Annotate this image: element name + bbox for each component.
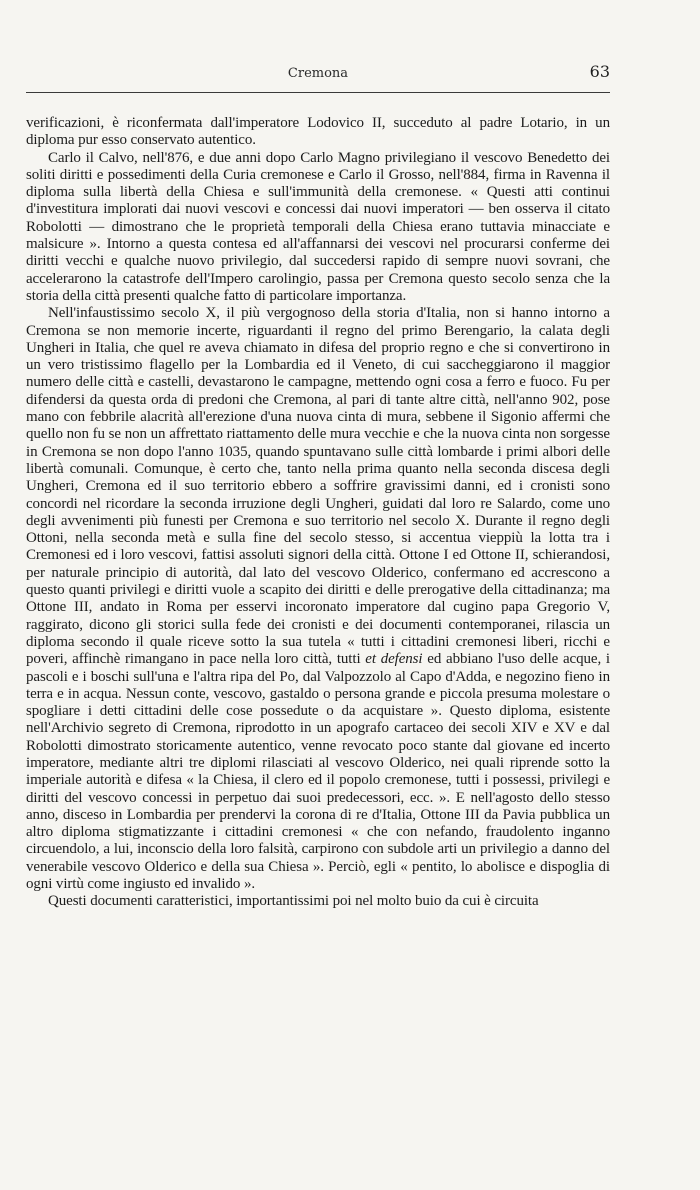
paragraph-secolo-x-part-1: Nell'infaustissimo secolo X, il più vergognoso della storia d'Italia, non si hanno intorno a Cremona se non memorie incerte, riguardanti il regno del primo Berengario, la calata degli Ungheri in Italia, che quel re aveva chiamato in difesa del proprio regno e che si convertirono in un vero tristissimo flagello per la Lombardia ed il Veneto, di cui saccheggiarono il maggior numero delle città e castelli, devastarono le campagne, mettendo ogni cosa a ferro e fuoco. Fu per difendersi da questa orda di predoni che Cremona, al pari di tante altre città, nell'anno 902, pose mano con febbrile alacrità all'erezione d'una nuova cinta di mura, sebbene il Sigonio affermi che quello non fu se non un affrettato riattamento delle mura vecchie e che la nuova cinta non sorgesse in Cremona se non dopo l'anno 1035, quando spuntavano sulle città lombarde i primi albori delle libertà comunali. Comunque, è certo che, tanto nella prima quanto nella seconda discesa degli Ungheri, Cremona ed il suo territorio ebbero a soffrire gravissimi danni, ed i cronisti sono concordi nel ricordare la seconda irruzione degli Ungheri, guidati dal loro re Salardo, come uno degli avvenimenti più funesti per Cremona e suo territorio nel secolo X. Durante il regno degli Ottoni, nella seconda metà e sulla fine del secolo stesso, si accentua vieppiù la lotta tra i Cremonesi ed i loro vescovi, fattisi assoluti signori della città. Ottone I ed Ottone II, schierandosi, per naturale principio di autorità, dal lato del vescovo Olderico, confermano ed accrescono a questo quanti privilegi e diritti vuole a scapito dei diritti e delle prerogative della cittadinanza; ma Ottone III, andato in Roma per esservi incoronato imperatore dal cugino papa Gregorio V, raggirato, dicono gli storici sulla fede dei cronisti e dei documenti contemporanei, rilascia un diploma secondo il quale riceve sotto la sua tutela « tutti i cittadini cremonesi liberi, ricchi e poveri, affinchè rimangano in pace nella loro città, tutti bbox=[26, 305, 610, 668]
paragraph-questi-documenti: Questi documenti caratteristici, importantissimi poi nel molto buio da cui è circuita bbox=[48, 893, 539, 910]
paragraph-carlo-il-calvo: Carlo il Calvo, nell'876, e due anni dopo Carlo Magno privilegiano il vescovo Benedetto dei soliti diritti e possedimenti della Curia cremonese e Carlo il Grosso, nell'884, firma in Ravenna il diploma sulla libertà della Chiesa e sull'immunità della cremonese. « Questi atti continui d'investitura implorati dai nuovi vescovi e concessi dai nuovi imperatori — ben osserva il citato Robolotti — dimostrano che le proprietà temporali della Chiesa erano tuttavia minacciate e malsicure ». Intorno a questa contesa ed all'affannarsi dei vescovi nel procurarsi conferme dei diritti vecchi e qualche nuovo privilegio, dal succedersi rapido di sempre nuovi sovrani, che accelerarono la catastrofe dell'Impero carolingio, passa per Cremona questo secolo senza che la storia della città presenti qualche fatto di particolare importanza. bbox=[26, 149, 610, 304]
paragraph-secolo-x bbox=[26, 305, 610, 893]
running-header bbox=[26, 62, 610, 88]
page-number: 63 bbox=[589, 62, 610, 81]
body-text bbox=[26, 115, 610, 911]
paragraph-continuation: verificazioni, è riconfermata dall'imperatore Lodovico II, succeduto al padre Lotario, in un diploma pur esso conservato autentico. bbox=[26, 115, 610, 149]
paragraph-secolo-x-part-2: ed abbiano l'uso delle acque, i pascoli e i boschi sull'una e l'altra ripa del Po, dal Valpozzolo al Capo d'Adda, e negozino fieno in terra e in acqua. Nessun conte, vescovo, gastaldo o persona grande e piccola presuma molestare o spogliare i detti cittadini delle cose possedute o da acquistare ». Questo diploma, esistente nell'Archivio segreto di Cremona, riprodotto in un apografo cartaceo dei secoli XIV e XV e dal Robolotti dimostrato storicamente autentico, venne revocato poco stante dal giovane ed incerto imperatore, mediante altri tre diplomi rilasciati al vescovo Olderico, nei quali riprende sotto la imperiale autorità e difesa « la Chiesa, il clero ed il popolo cremonese, tutti i possessi, privilegi e diritti del vescovo concessi in perpetuo dai suoi predecessori, ecc. ». E nell'agosto dello stesso anno, disceso in Lombardia per prendervi la corona di re d'Italia, Ottone III da Pavia pubblica un altro diploma stigmatizzante i cittadini cremonesi « che con nefando, fraudolento inganno circuendolo, a lui, inconscio della loro falsità, carpirono con subdole arti un privilegio a danno del venerabile vescovo Olderico e della sua Chiesa ». Perciò, egli « pentito, lo abolisce e dispoglia di ogni virtù come ingiusto ed invalido ». bbox=[26, 651, 610, 893]
italic-phrase: et defensi bbox=[365, 651, 423, 668]
header-rule bbox=[26, 92, 610, 93]
running-title: Cremona bbox=[287, 66, 349, 81]
